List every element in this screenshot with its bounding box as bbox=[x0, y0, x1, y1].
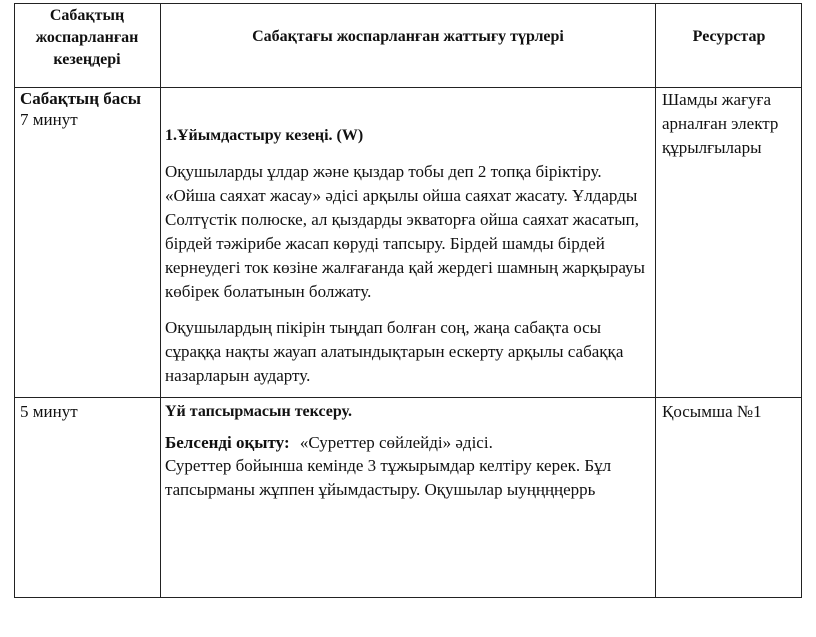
row2-method bbox=[165, 432, 653, 454]
table-border-bottom bbox=[14, 597, 802, 598]
row2-section-title: Үй тапсырмасын тексеру. bbox=[165, 403, 352, 420]
row2-paragraph: Суреттер бойынша кемінде 3 тұжырымдар келтіру керек. Бұл тапсырманы жұппен ұйымдастыру. Оқушылар ыуңңңңеррь bbox=[165, 456, 612, 499]
row2-activities bbox=[165, 400, 653, 502]
row1-paragraph-1: Оқушыларды ұлдар және қыздар тобы деп 2 топқа біріктіру. «Ойша саяхат жасау» әдісі арқылы ойша саяхат жасату. Ұлдарды Солтүстік полюске, ал қыздарды экваторға ойша саяхат жасатып, бірдей тәжірибе жасап көруді тапсыру. Бірдей шамды бірдей кернеудегі ток көзіне жалғағанда қай жердегі шамның жарқырауы көбірек болатынын болжату. bbox=[165, 162, 645, 301]
row2-method-label: Белсенді оқыту: bbox=[165, 433, 290, 452]
row1-resource: Шамды жағуға арналған электр құрылғылары bbox=[662, 90, 779, 157]
row2-method-name: «Суреттер сөйлейді» әдісі. bbox=[299, 433, 493, 452]
table-border-top bbox=[14, 3, 802, 4]
row1-stage bbox=[20, 88, 158, 130]
table-border-right bbox=[801, 3, 802, 598]
table-border-left bbox=[14, 3, 15, 598]
column-divider-1 bbox=[160, 3, 161, 598]
row-divider-1 bbox=[14, 397, 802, 398]
header-resources: Ресурстар bbox=[692, 28, 766, 45]
column-divider-2 bbox=[655, 3, 656, 598]
row2-resource: Қосымша №1 bbox=[662, 402, 762, 421]
row1-stage-title: Сабақтың басы bbox=[20, 89, 142, 108]
header-activities: Сабақтағы жоспарланған жаттығу түрлері bbox=[252, 28, 564, 45]
row2-stage-time: 5 минут bbox=[20, 402, 78, 421]
row1-activities bbox=[165, 124, 653, 388]
row1-section-title: 1.Ұйымдастыру кезеңі. (W) bbox=[165, 127, 364, 144]
row1-paragraph-2: Оқушылардың пікірін тыңдап болған соң, жаңа сабақта осы сұраққа нақты жауап алатындықтарын ескерту арқылы сабаққа назарларын аударту. bbox=[165, 318, 624, 385]
header-stages: Сабақтың жоспарланған кезеңдері bbox=[35, 7, 139, 68]
row1-stage-time: 7 минут bbox=[20, 110, 78, 129]
